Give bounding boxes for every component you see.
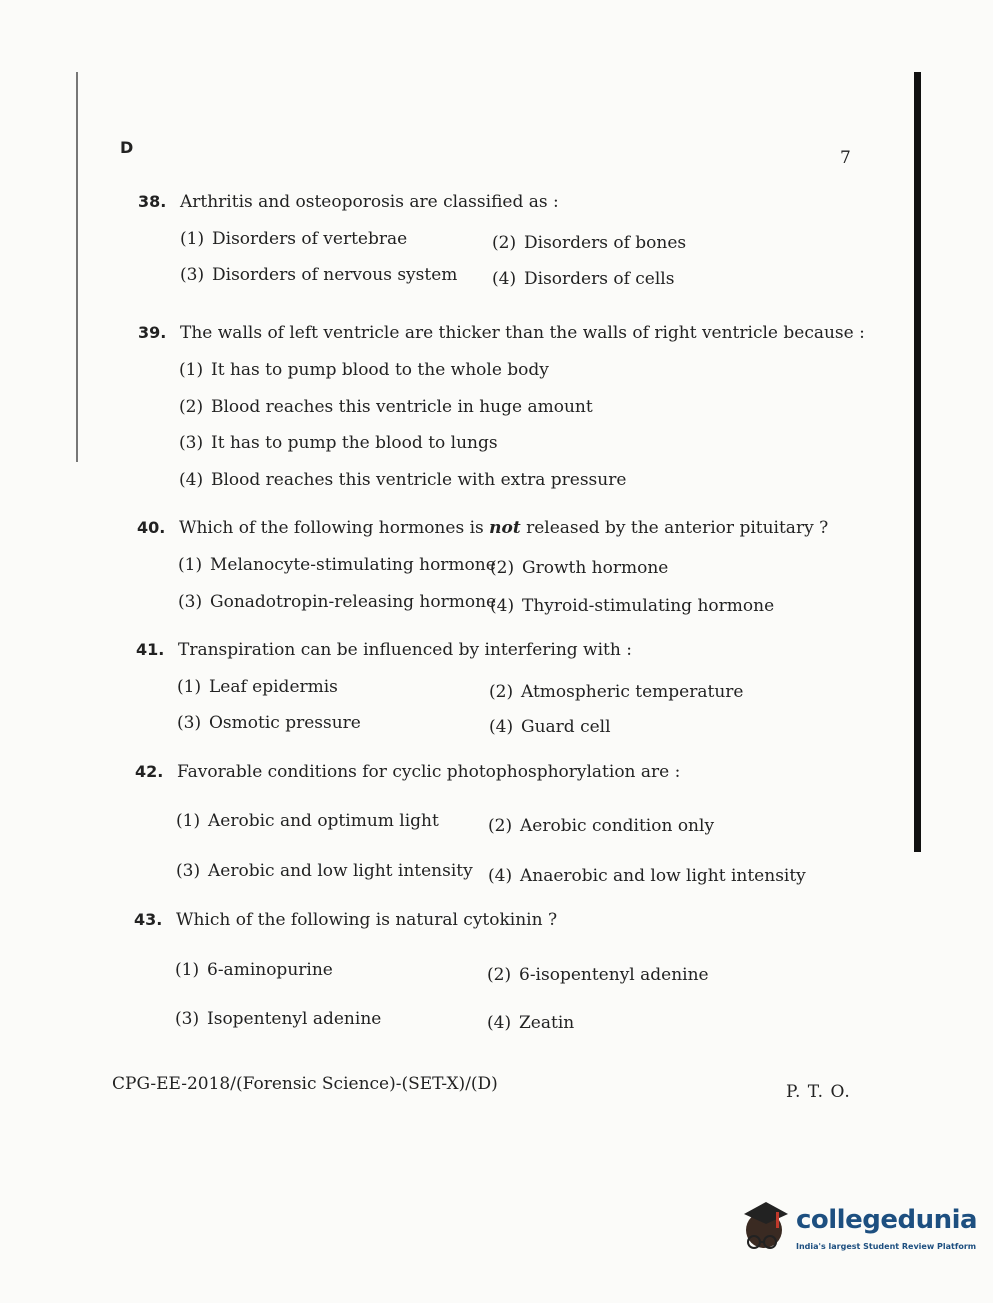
question-number: 42.	[135, 762, 164, 781]
option-3: (3) Osmotic pressure	[177, 713, 361, 733]
option-3: (3) Isopentenyl adenine	[175, 1009, 382, 1029]
set-code: D	[120, 138, 134, 157]
option-4: (4) Zeatin	[487, 1013, 575, 1033]
option-2: (2) Atmospheric temperature	[489, 682, 744, 702]
pto-label: P. T. O.	[786, 1082, 851, 1102]
option-3: (3) It has to pump the blood to lungs	[179, 433, 498, 453]
option-3: (3) Disorders of nervous system	[180, 265, 458, 285]
option-2: (2) Aerobic condition only	[488, 816, 715, 836]
question-stem: Which of the following hormones is not released by the anterior pituitary ?	[179, 518, 829, 538]
option-1: (1) Aerobic and optimum light	[176, 811, 439, 831]
option-2: (2) 6-isopentenyl adenine	[487, 965, 709, 985]
option-4: (4) Disorders of cells	[492, 269, 675, 289]
collegedunia-mascot-icon	[736, 1198, 792, 1254]
option-2: (2) Growth hormone	[490, 558, 669, 578]
option-4: (4) Guard cell	[489, 717, 611, 737]
watermark-tagline: India's largest Student Review Platform	[796, 1242, 977, 1251]
question-stem: Favorable conditions for cyclic photophosphorylation are :	[177, 762, 681, 782]
question-number: 41.	[136, 640, 165, 659]
option-3: (3) Aerobic and low light intensity	[176, 861, 473, 881]
emphasis-not: not	[489, 518, 521, 538]
question-number: 40.	[137, 518, 166, 537]
option-3: (3) Gonadotropin-releasing hormone	[178, 592, 497, 612]
scan-edge-bar	[914, 72, 921, 852]
page-number: 7	[840, 148, 851, 168]
option-1: (1) Disorders of vertebrae	[180, 229, 408, 249]
question-number: 39.	[138, 323, 167, 342]
scan-edge-line	[76, 72, 78, 462]
paper-code: CPG-EE-2018/(Forensic Science)-(SET-X)/(D)	[112, 1074, 498, 1094]
option-4: (4) Anaerobic and low light intensity	[488, 866, 806, 886]
option-1: (1) Melanocyte-stimulating hormone	[178, 555, 496, 575]
watermark-brand: collegedunia	[796, 1205, 978, 1235]
option-1: (1) It has to pump blood to the whole body	[179, 360, 549, 380]
question-stem: The walls of left ventricle are thicker than the walls of right ventricle because :	[180, 323, 865, 343]
option-4: (4) Thyroid-stimulating hormone	[490, 596, 775, 616]
option-4: (4) Blood reaches this ventricle with extra pressure	[179, 470, 627, 490]
question-stem: Transpiration can be influenced by interfering with :	[178, 640, 632, 660]
option-1: (1) 6-aminopurine	[175, 960, 333, 980]
option-2: (2) Blood reaches this ventricle in huge amount	[179, 397, 593, 417]
question-stem: Which of the following is natural cytokinin ?	[176, 910, 558, 930]
option-1: (1) Leaf epidermis	[177, 677, 338, 697]
option-2: (2) Disorders of bones	[492, 233, 687, 253]
question-number: 43.	[134, 910, 163, 929]
question-number: 38.	[138, 192, 167, 211]
question-stem: Arthritis and osteoporosis are classified as :	[180, 192, 559, 212]
